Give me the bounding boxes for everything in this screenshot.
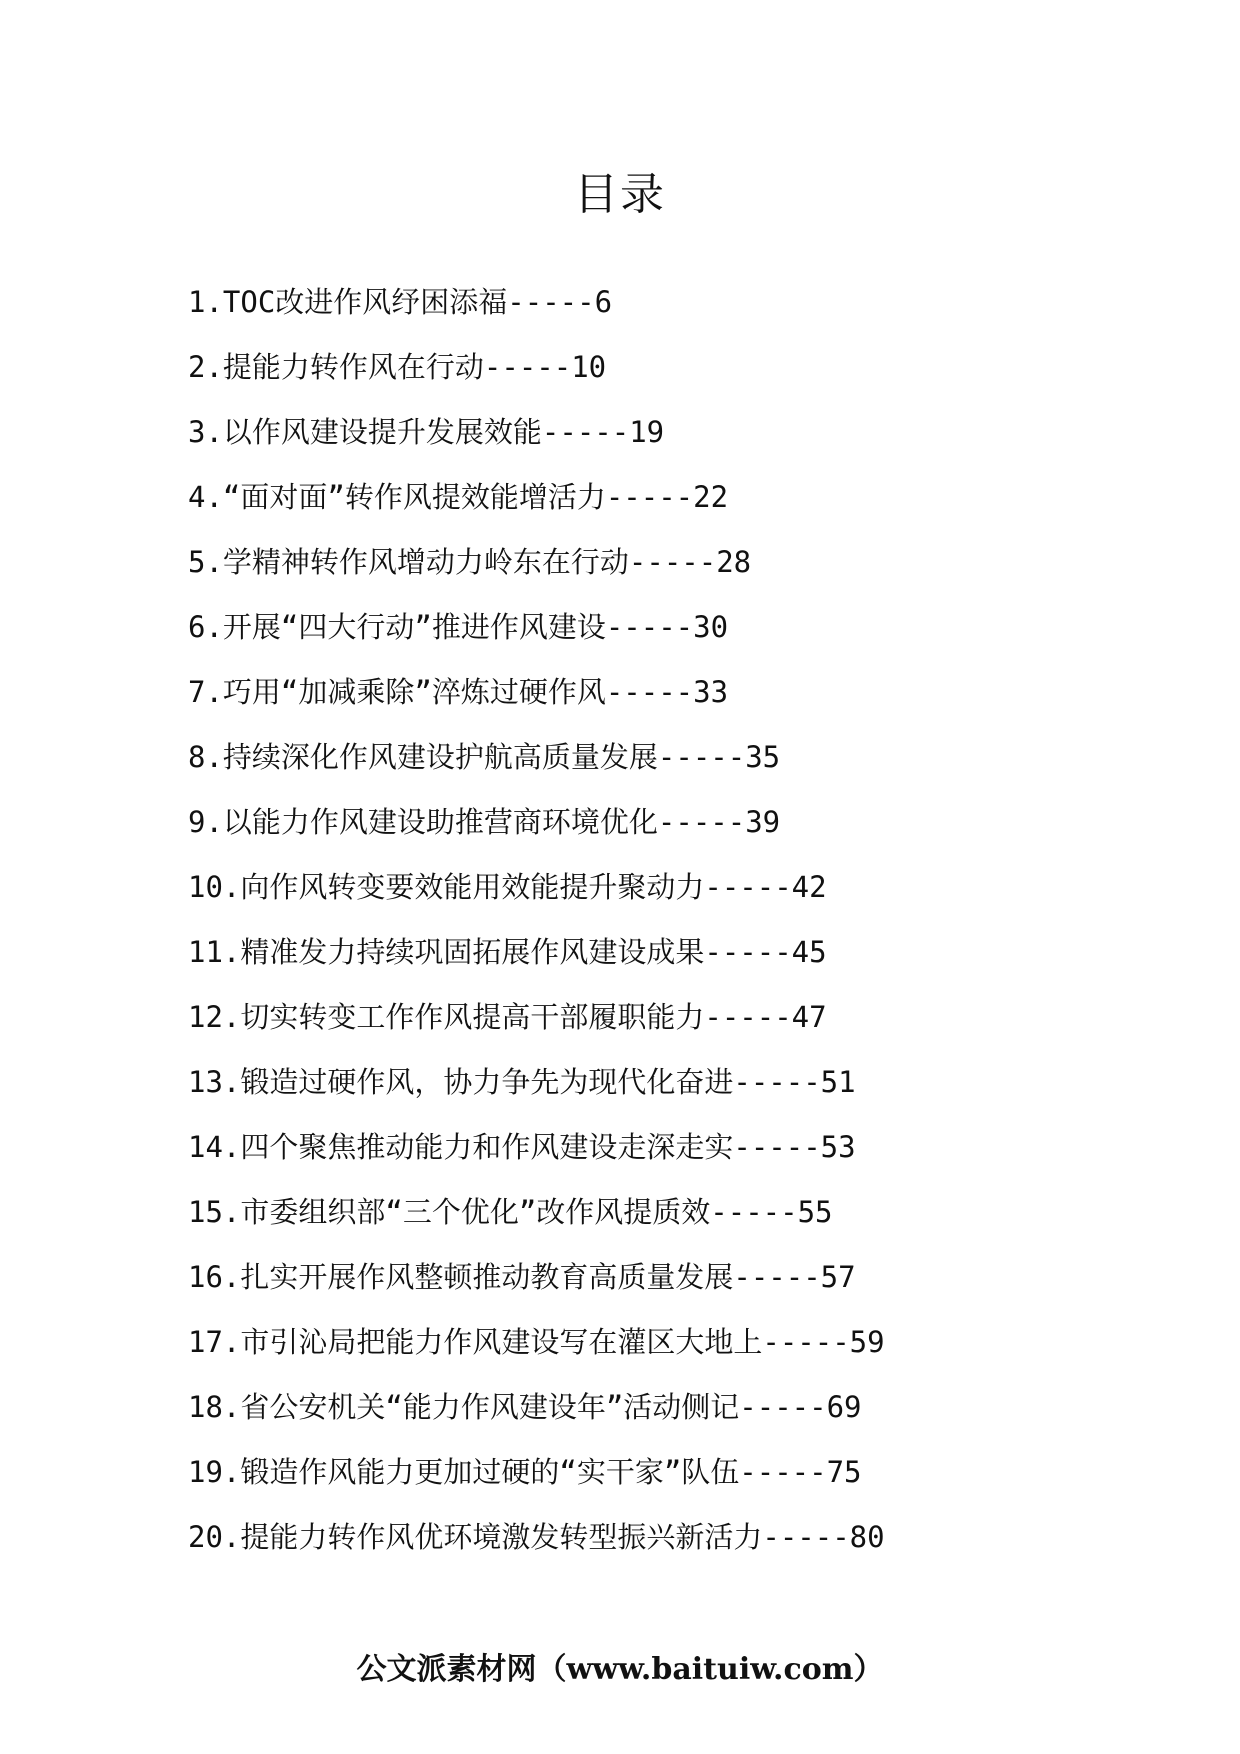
toc-entry-5[interactable]: 5.学精神转作风增动力岭东在行动-----28 <box>188 545 752 579</box>
toc-entry-13[interactable]: 13.锻造过硬作风，协力争先为现代化奋进-----51 <box>188 1065 856 1099</box>
toc-entry-20[interactable]: 20.提能力转作风优环境激发转型振兴新活力-----80 <box>188 1520 885 1554</box>
toc-entry-15[interactable]: 15.市委组织部“三个优化”改作风提质效-----55 <box>188 1195 833 1229</box>
toc-entry-16[interactable]: 16.扎实开展作风整顿推动教育高质量发展-----57 <box>188 1260 856 1294</box>
page-title: 目录 <box>574 169 666 220</box>
toc-entry-1[interactable]: 1.TOC改进作风纾困添福-----6 <box>188 285 613 319</box>
toc-entry-9[interactable]: 9.以能力作风建设助推营商环境优化-----39 <box>188 805 781 839</box>
toc-entry-17[interactable]: 17.市引沁局把能力作风建设写在灌区大地上-----59 <box>188 1325 885 1359</box>
toc-entry-7[interactable]: 7.巧用“加减乘除”淬炼过硬作风-----33 <box>188 675 729 709</box>
toc-entry-12[interactable]: 12.切实转变工作作风提高干部履职能力-----47 <box>188 1000 827 1034</box>
toc-entry-11[interactable]: 11.精准发力持续巩固拓展作风建设成果-----45 <box>188 935 827 969</box>
toc-entry-10[interactable]: 10.向作风转变要效能用效能提升聚动力-----42 <box>188 870 827 904</box>
table-of-contents <box>188 282 1088 1582</box>
toc-entry-8[interactable]: 8.持续深化作风建设护航高质量发展-----35 <box>188 740 781 774</box>
footer-source: 公文派素材网（www.baituiw.com） <box>356 1652 884 1687</box>
toc-entry-3[interactable]: 3.以作风建设提升发展效能-----19 <box>188 415 665 449</box>
toc-entry-18[interactable]: 18.省公安机关“能力作风建设年”活动侧记-----69 <box>188 1390 862 1424</box>
toc-entry-4[interactable]: 4.“面对面”转作风提效能增活力-----22 <box>188 480 729 514</box>
toc-entry-6[interactable]: 6.开展“四大行动”推进作风建设-----30 <box>188 610 729 644</box>
toc-entry-2[interactable]: 2.提能力转作风在行动-----10 <box>188 350 607 384</box>
toc-entry-19[interactable]: 19.锻造作风能力更加过硬的“实干家”队伍-----75 <box>188 1455 862 1489</box>
toc-entry-14[interactable]: 14.四个聚焦推动能力和作风建设走深走实-----53 <box>188 1130 856 1164</box>
